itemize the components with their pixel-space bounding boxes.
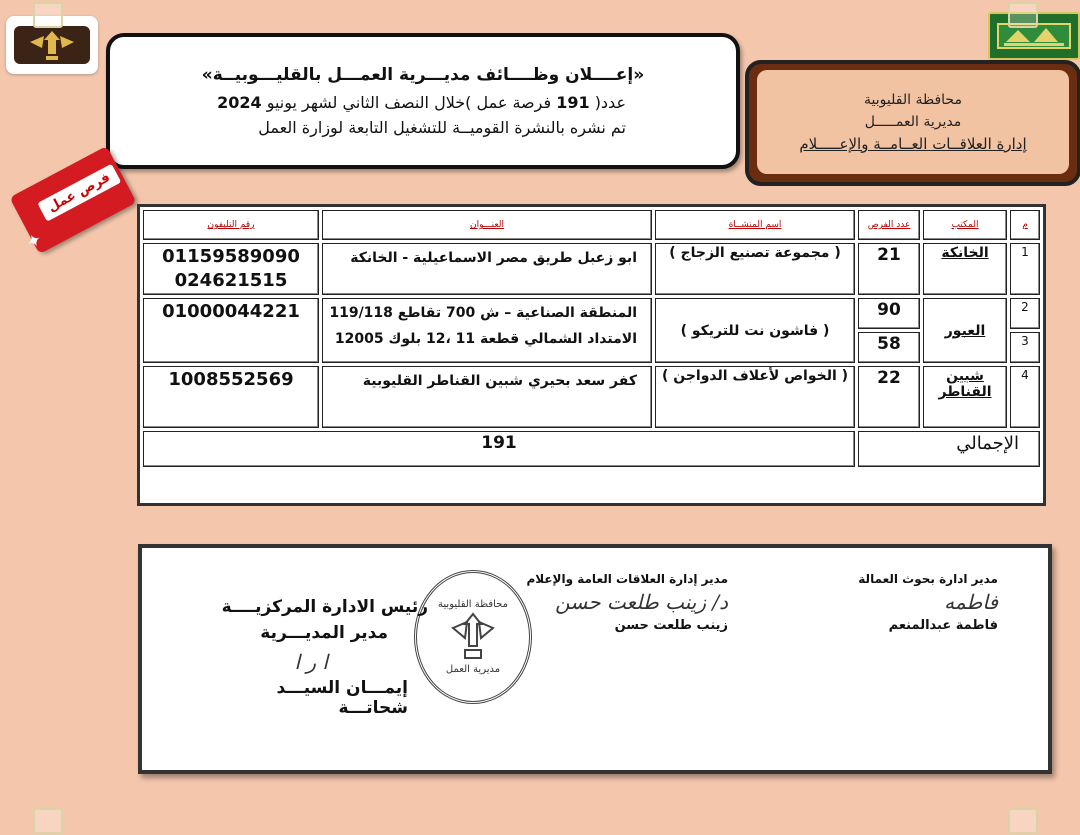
tag-label: فرص عمل bbox=[37, 164, 121, 222]
department-name: إدارة العلاقــات العــامــة والإعـــــلام bbox=[799, 135, 1027, 153]
announcement-source-line: تم نشره بالنشرة القوميــة للتشغيل التابعة لوزارة العمل bbox=[258, 118, 626, 137]
directorate-box bbox=[745, 60, 1080, 186]
row-company: ( الخواص لأعلاف الدواجن ) bbox=[655, 366, 855, 428]
row-office: الخانكة bbox=[923, 243, 1007, 295]
header-office: المكتب bbox=[923, 210, 1007, 240]
handwritten-signature: ا ر ا bbox=[294, 650, 328, 674]
handwritten-signature: د/ زينب طلعت حسن bbox=[555, 590, 728, 614]
row-phone: 1008552569 bbox=[143, 366, 319, 428]
row-no: 4 bbox=[1010, 366, 1040, 428]
eagle-stamp-icon bbox=[447, 610, 499, 664]
corner-watermark-icon bbox=[33, 2, 63, 28]
total-value: 191 bbox=[143, 431, 855, 467]
row-address: كفر سعد بحيري شبين القناطر القليوبية bbox=[322, 366, 652, 428]
signer-role: مدير إدارة العلاقات العامة والإعلام bbox=[526, 572, 728, 586]
row-company: ( مجموعة تصنيع الزجاج ) bbox=[655, 243, 855, 295]
announcement-count-line bbox=[110, 93, 736, 112]
total-row bbox=[143, 431, 1040, 467]
row-address: ابو زعبل طريق مصر الاسماعيلية - الخانكة bbox=[322, 243, 652, 295]
count-prefix: عدد( bbox=[594, 93, 626, 112]
table-row bbox=[143, 243, 1040, 295]
header-address: العنـــوان bbox=[322, 210, 652, 240]
total-label: الإجمالي bbox=[858, 431, 1040, 467]
table-row bbox=[143, 366, 1040, 428]
stamp-top-text: محافظة القليوبية bbox=[438, 599, 508, 610]
table-row bbox=[143, 298, 1040, 329]
corner-watermark-icon bbox=[33, 808, 63, 834]
row-address bbox=[322, 298, 652, 363]
row-no: 1 bbox=[1010, 243, 1040, 295]
signer-name: فاطمة عبدالمنعم bbox=[888, 618, 998, 633]
signer-role-2: مدير المديـــرية bbox=[260, 623, 388, 643]
jobs-table bbox=[137, 204, 1046, 506]
year: 2024 bbox=[217, 93, 262, 112]
phone-mobile: 01159589090 bbox=[162, 246, 300, 267]
signer-name: إيمـــان السيـــد شحاتـــة bbox=[276, 678, 408, 718]
address-line-1: المنطقة الصناعية – ش 700 تقاطع 119/118 bbox=[329, 305, 637, 321]
governorate-name: محافظة القليوبية bbox=[864, 92, 962, 108]
table-header-row bbox=[143, 210, 1040, 240]
row-count: 58 bbox=[858, 332, 920, 363]
directorate-name: مديرية العمـــــل bbox=[864, 114, 962, 130]
announcement-box bbox=[106, 33, 740, 169]
sparkle-icon: ✦ bbox=[22, 228, 47, 255]
eagle-emblem-icon bbox=[12, 22, 92, 68]
row-company: ( فاشون نت للتريكو ) bbox=[655, 298, 855, 363]
row-office: شبين القناطر bbox=[923, 366, 1007, 428]
signer-role: مدير ادارة بحوث العمالة bbox=[858, 572, 998, 586]
row-count: 90 bbox=[858, 298, 920, 329]
signature-panel bbox=[138, 544, 1052, 774]
address-line-2: الامتداد الشمالي قطعة 11 ،12 بلوك 12005 bbox=[334, 331, 637, 347]
stamp-bottom-text: مديرية العمل bbox=[445, 664, 501, 675]
signer-name: زينب طلعت حسن bbox=[614, 618, 728, 633]
corner-watermark-icon bbox=[1008, 2, 1038, 28]
signature-pr-manager bbox=[498, 572, 728, 633]
phone-landline: 024621515 bbox=[174, 270, 288, 291]
corner-watermark-icon bbox=[1008, 808, 1038, 834]
header-no: م bbox=[1010, 210, 1040, 240]
official-stamp bbox=[414, 570, 532, 704]
row-count: 21 bbox=[858, 243, 920, 295]
header-count: عدد الفرص bbox=[858, 210, 920, 240]
signature-director bbox=[208, 594, 428, 718]
handwritten-signature: فاطمه bbox=[944, 590, 998, 614]
signer-role: رئيس الادارة المركزيــــة bbox=[221, 597, 428, 617]
header-phone: رقم التليفون bbox=[143, 210, 319, 240]
header-company: اسم المنشــاة bbox=[655, 210, 855, 240]
row-phone: 01000044221 bbox=[143, 298, 319, 363]
row-no: 2 bbox=[1010, 298, 1040, 329]
row-no: 3 bbox=[1010, 332, 1040, 363]
row-phone bbox=[143, 243, 319, 295]
count-rest: فرصة عمل )خلال النصف الثاني لشهر يونيو bbox=[266, 93, 552, 112]
jobs-count: 191 bbox=[556, 93, 590, 112]
announcement-title: «إعــــلان وظــــائف مديـــرية العمـــل بالقليـــوبيــة» bbox=[201, 65, 645, 85]
row-count: 22 bbox=[858, 366, 920, 428]
row-office: العبور bbox=[923, 298, 1007, 363]
signature-research-manager bbox=[798, 572, 998, 633]
